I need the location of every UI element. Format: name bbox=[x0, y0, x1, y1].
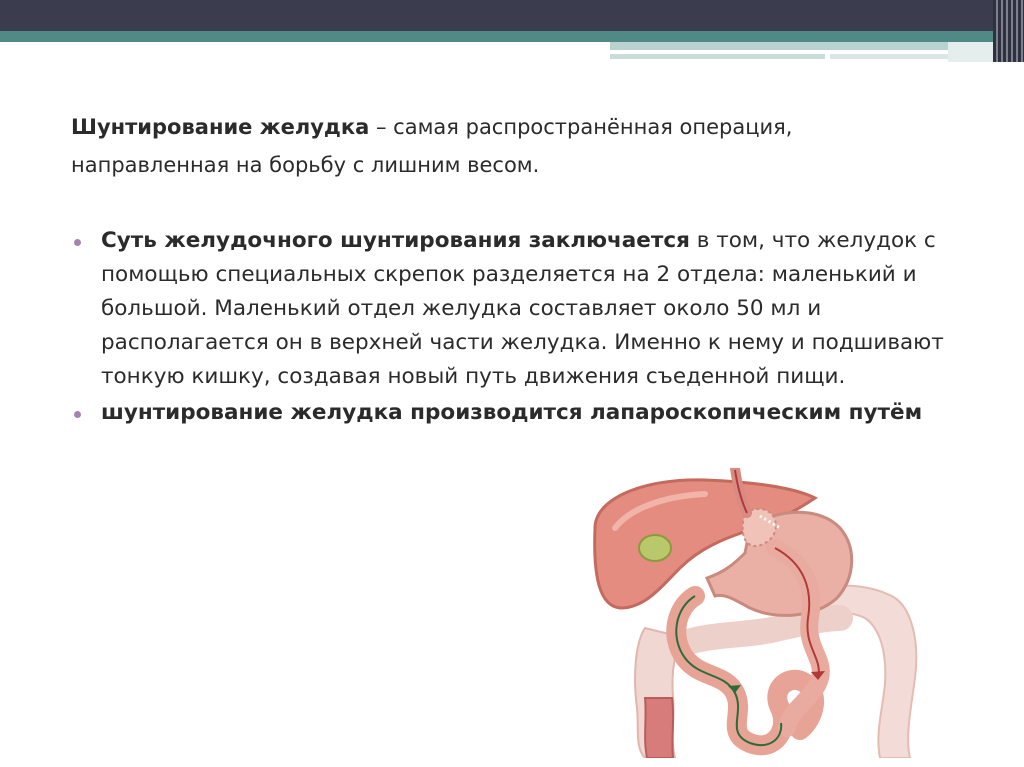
bullet-item bbox=[71, 396, 971, 430]
intro-paragraph bbox=[71, 108, 951, 184]
bullet-bold-text: Суть желудочного шунтирования заключается bbox=[101, 228, 690, 253]
bullet-text: в том, что желудок с помощью специальных скрепок разделяется на 2 отдела: маленький и большой. Маленький отдел желудка составляет около 50 мл и располагается он в верхней части желудка. Именно к нему и подшивают тонкую кишку, создавая новый путь движения съеденной пищи. bbox=[101, 228, 944, 389]
header-stripe bbox=[610, 54, 825, 59]
intro-text: – самая распространённая операция, направленная на борьбу с лишним весом. bbox=[71, 115, 793, 177]
bullet-dot-icon bbox=[74, 239, 81, 246]
header-band-dark bbox=[0, 0, 1024, 31]
header-band-teal bbox=[0, 31, 1024, 42]
gallbladder-shape bbox=[639, 535, 671, 561]
header-stripe bbox=[830, 54, 950, 59]
intro-bold-term: Шунтирование желудка bbox=[71, 115, 370, 139]
header-vertical-bars bbox=[993, 0, 1024, 62]
bullet-dot-icon bbox=[74, 411, 81, 418]
gastric-bypass-illustration bbox=[575, 468, 995, 758]
bullet-text: шунтирование желудка производится лапароскопическим путём bbox=[101, 400, 923, 425]
rectum-shape bbox=[645, 698, 673, 758]
bullet-list bbox=[71, 224, 971, 432]
bullet-item bbox=[71, 224, 971, 394]
header-corner-block bbox=[948, 42, 993, 62]
header-stripe bbox=[610, 42, 950, 50]
